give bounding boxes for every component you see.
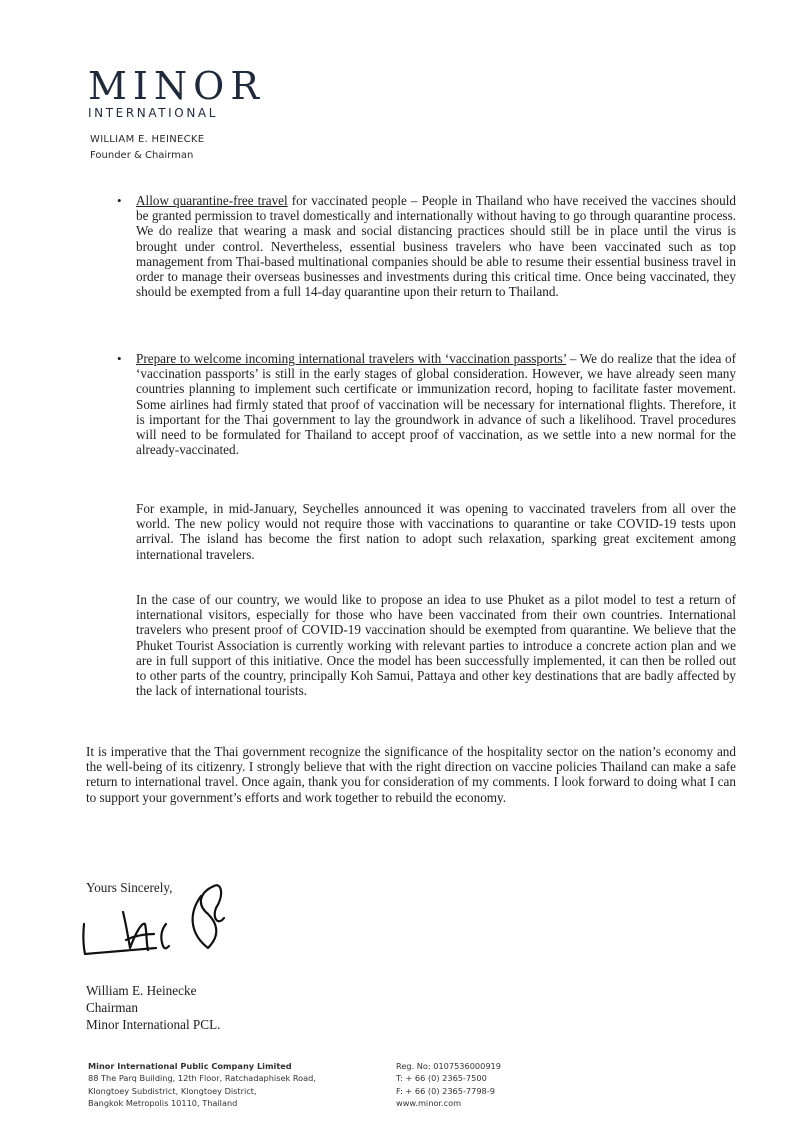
signer-block <box>86 982 220 1033</box>
sender-name: WILLIAM E. HEINECKE <box>90 134 205 145</box>
footer-fax: F: + 66 (0) 2365-7798-9 <box>396 1085 495 1096</box>
bullet-icon: • <box>117 193 122 208</box>
footer-reg-no: Reg. No: 0107536000919 <box>396 1061 501 1071</box>
footer-contact <box>396 1060 501 1110</box>
company-logo <box>88 64 265 120</box>
paragraph-seychelles: For example, in mid-January, Seychelles announced it was opening to vaccinated travelers from all over the world. The new policy would not require those with vaccinations to quarantine or take COVID-19 tests upon arrival. The island has become the first nation to adopt such relaxation, sparking great excitement among international travelers. <box>136 501 736 562</box>
salutation: Yours Sincerely, <box>86 880 173 895</box>
logo-subtitle: INTERNATIONAL <box>88 106 219 120</box>
handwritten-signature <box>68 852 248 962</box>
footer-website-link[interactable]: www.minor.com <box>396 1098 462 1109</box>
logo-wordmark: MINOR <box>88 64 265 108</box>
footer-address-line: 88 The Parq Building, 12th Floor, Ratchadaphisek Road, <box>88 1073 316 1084</box>
bullet-lead: Allow quarantine-free travel <box>136 193 288 208</box>
bullet-text: – We do realize that the idea of ‘vaccination passports’ is still in the early stages of global consideration. However, we have already seen many countries planning to implement such certificate or immunization record, hoping to facilitate faster movement. Some airlines had firmly stated that proof of vaccination will be necessary for international flights. Therefore, it is important for the Thai government to lay the groundwork in advance of such a likelihood. Travel procedures will need to be formulated for Thailand to accept proof of vaccination, as we settle into a new normal for the already-vaccinated. <box>136 351 736 458</box>
signer-name: William E. Heinecke <box>86 983 197 998</box>
footer-address-line: Bangkok Metropolis 10110, Thailand <box>88 1098 238 1109</box>
bullet-quarantine-free <box>117 193 736 300</box>
signer-title: Chairman <box>86 1000 139 1015</box>
footer-company-name: Minor International Public Company Limited <box>88 1061 292 1071</box>
signer-company: Minor International PCL. <box>86 1017 221 1032</box>
closing-paragraph: It is imperative that the Thai government recognize the significance of the hospitality sector on the nation’s economy and the well-being of its citizenry. I strongly believe that with the right direction on vaccine policies Thailand can make a safe return to international travel. Once again, thank you for consideration of my comments. I look forward to doing what I can to support your government’s efforts and work together to rebuild the economy. <box>86 744 736 805</box>
bullet-text: for vaccinated people – People in Thailand who have received the vaccines should be granted permission to travel domestically and internationally without having to go through quarantine process. We do realize that wearing a mask and social distancing practices should still be in place until the virus is brought under control. Nevertheless, essential business travelers who have been vaccinated such as top management from Thai-based multinational companies should be able to resume their essential business travel in order to manage their overseas businesses and investments during this critical time. Once being vaccinated, they should be exempted from a full 14-day quarantine upon their return to Thailand. <box>136 193 736 300</box>
paragraph-phuket: In the case of our country, we would like to propose an idea to use Phuket as a pilot model to test a return of international visitors, especially for those who have been vaccinated from their own countries. International travelers who present proof of COVID-19 vaccination should be exempted from quarantine. We believe that the Phuket Tourist Association is currently working with relevant parties to introduce a concrete action plan and we are in full support of this initiative. Once the model has been successfully implemented, it can then be rolled out to other parts of the country, principally Koh Samui, Pattaya and other key destinations that are badly affected by the lack of international tourists. <box>136 592 736 699</box>
footer-address-line: Klongtoey Subdistrict, Klongtoey District, <box>88 1085 257 1096</box>
sender-title: Founder & Chairman <box>90 150 194 161</box>
bullet-icon: • <box>117 351 122 366</box>
footer-telephone: T: + 66 (0) 2365-7500 <box>396 1073 487 1084</box>
bullet-vaccination-passports <box>117 351 736 458</box>
sender-block <box>90 132 204 164</box>
footer-address <box>88 1060 316 1110</box>
bullet-lead: Prepare to welcome incoming international travelers with ‘vaccination passports’ <box>136 351 567 366</box>
